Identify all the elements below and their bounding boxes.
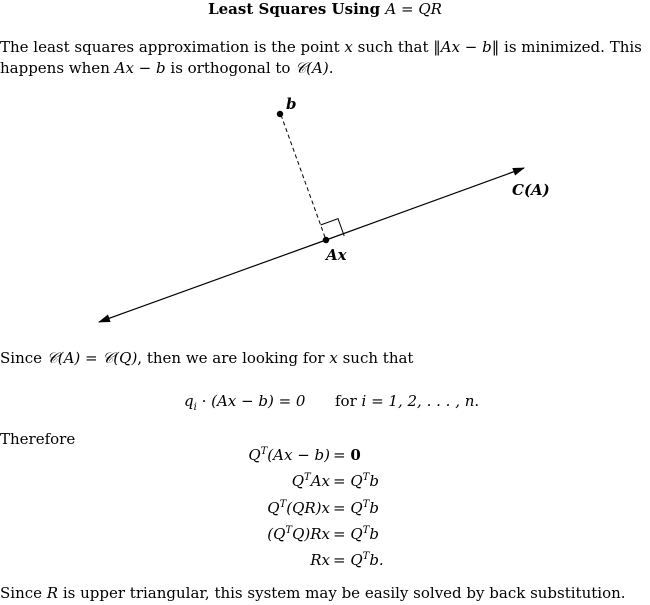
intro-text: The least squares approximation is the point [0,38,345,56]
point-ax [323,237,329,243]
cond-math: i = 1, 2, . . . , n [361,392,475,410]
eq-5-lhs: Rx [310,551,330,569]
point-b [277,111,283,117]
eq-4-lhs: $(Q^TQ)Rx$ [267,525,330,543]
label-b: b [286,95,297,113]
intro-var-x: x [344,38,353,56]
orth-q: q [184,392,194,410]
cond-text: for [335,392,362,410]
orthogonality-equation [184,392,306,413]
eq-2-rhs: = $Q^Tb$ [333,472,379,490]
eq-3-lhs: $Q^T(QR)x$ [267,499,330,517]
closing-text: is upper triangular, this system may be easily solved by back substitution. [58,584,626,602]
intro-math: Ax − b [114,59,166,77]
residual-dashed-line [281,115,326,240]
intro-text: is orthogonal to [165,59,296,77]
intro-text: . [328,59,334,77]
orthogonality-condition [335,392,479,410]
intro-text: such that [352,38,434,56]
closing-text: Since [0,584,47,602]
closing-line [0,583,650,604]
intro-column-space: 𝒞(A) [295,59,329,77]
eq-1-lhs: $Q^T(Ax - b)$ [248,446,330,464]
eq-4-rhs: = $Q^Tb$ [333,525,379,543]
orth-sub: i [193,402,197,413]
title-math: A = QR [385,0,442,18]
label-ax: Ax [326,246,347,264]
since-text: such that [337,349,414,367]
eq-1-rhs: = 0 [333,446,361,464]
orth-rest: · (Ax − b) = 0 [196,392,306,410]
intro-text: is minimized. This [499,38,642,56]
eq-3-rhs: = $Q^Tb$ [333,499,379,517]
since-text: , then we are looking for [137,349,330,367]
eq-5-rhs: = $Q^Tb$. [333,551,384,569]
intro-text: happens when [0,59,115,77]
right-angle-mark [321,219,345,236]
since-line [0,348,650,369]
column-space-line-left [99,240,326,322]
since-var-x: x [329,349,338,367]
title-text: Least Squares Using [208,0,386,18]
since-text: Since [0,349,47,367]
cond-text: . [474,392,480,410]
column-space-line-right [326,168,524,240]
since-math: 𝒞(A) = 𝒞(Q) [46,349,138,367]
therefore-label: Therefore [0,430,76,448]
label-column-space: C(A) [512,181,550,199]
eq-2-lhs: $Q^TAx$ [291,472,330,490]
intro-norm: ‖Ax − b‖ [433,38,500,56]
closing-var-r: R [46,584,59,602]
